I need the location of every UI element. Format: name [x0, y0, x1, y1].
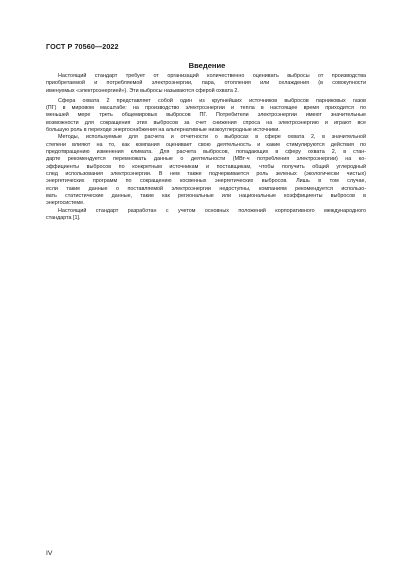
- paragraph-line: Сфера охвата 2 представляет собой один из крупнейших источников выбросов парниковых газов: [58, 97, 366, 104]
- paragraph-line: предотвращению изменения климата. Для расчета выбросов, попадающих в сферу охвата 2, в стан-: [46, 149, 366, 156]
- paragraph-line: меньшей мере треть общемировых выбросов ПГ. Потребители электроэнергии имеют значительные: [46, 112, 366, 119]
- paragraph-3: [46, 134, 366, 207]
- paragraph-line: энергетических программ по сокращению косвенных энергетических выбросов. Лишь в том случае,: [46, 178, 366, 185]
- paragraph-line: именуемых «электроэнергией»). Эти выбросы называются сферой охвата 2.: [46, 87, 239, 94]
- paragraph-line: Настоящий стандарт требует от организаций количественно оценивать выбросы от производства: [58, 73, 366, 79]
- paragraph-line: дарте рекомендуется перемножать данные о деятельности (МВт·ч потребления электроэнергии) на ко-: [46, 156, 366, 163]
- paragraph-line: (ПГ) в мировом масштабе: на производство электроэнергии и тепла в настоящее время приходится по: [46, 104, 366, 111]
- paragraph-line: Настоящий стандарт разработан с учетом основных положений корпоративного международного: [58, 207, 366, 214]
- paragraph-line: если такие данные о поставляемой электроэнергии недоступны, компаниям рекомендуется использо-: [46, 185, 366, 192]
- body-text: [46, 73, 366, 222]
- paragraph-line: Методы, используемые для расчета и отчетности о выбросах в сфере охвата 2, в значительной: [58, 134, 366, 141]
- paragraph-line: след использования электроэнергии. В нем также подчеркивается роль зеленых (экологически чистых): [46, 171, 366, 178]
- paragraph-2: [46, 98, 366, 135]
- paragraph-line: степени влияют на то, как компания оценивает свою деятельность и какие стимулируются действия по: [46, 141, 366, 148]
- paragraph-line: приобретаемой и потребляемой электроэнергии, пара, отопления или охлаждения (в совокупности: [46, 80, 366, 87]
- section-title: Введение: [188, 61, 226, 70]
- paragraph-line: большую роль в переходе энергоснабжения на альтернативные низкоуглеродные источники.: [46, 127, 280, 133]
- document-code: ГОСТ Р 70560—2022: [46, 42, 119, 51]
- paragraph-line: возможности для сокращения этих выбросов за счет снижения спроса на электроэнергию и играют все: [46, 119, 366, 126]
- paragraph-line: стандарта [1].: [46, 215, 81, 222]
- page-number: IV: [46, 550, 53, 557]
- paragraph-4: [46, 208, 366, 223]
- paragraph-1: [46, 73, 366, 95]
- paragraph-line: эффициенты выбросов по конкретным источникам и поставщикам, чтобы получить общий углеродный: [46, 163, 366, 170]
- paragraph-line: энергосистеме.: [46, 200, 85, 207]
- paragraph-line: вать статистические данные, такие как региональные или национальные коэффициенты выбросов в: [46, 193, 366, 200]
